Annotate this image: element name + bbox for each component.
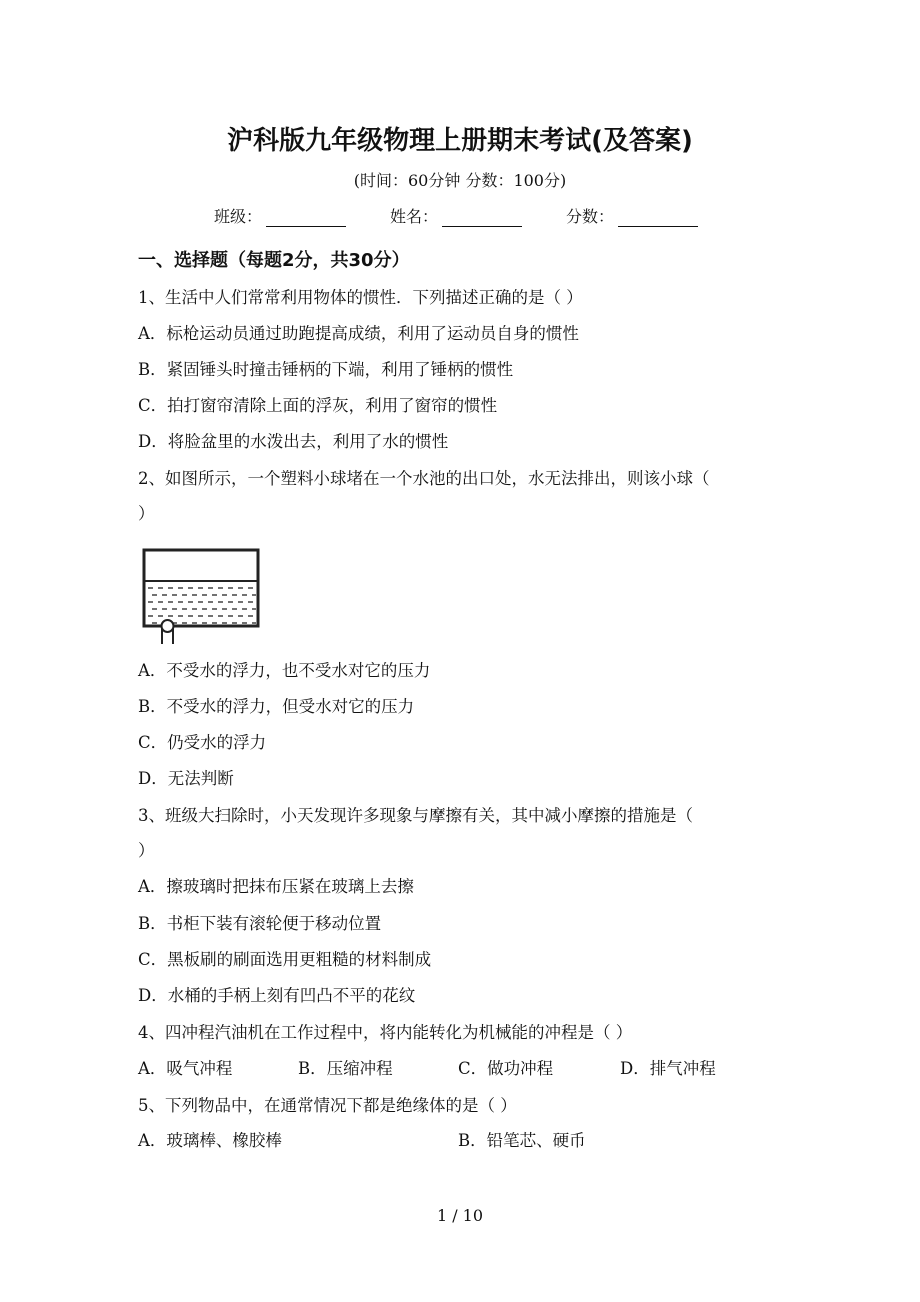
class-label: 班级： [214,207,263,226]
section-heading: 一、选择题（每题2分，共30分） [138,250,410,271]
score-label: 分数： [566,207,615,226]
name-label: 姓名： [390,207,439,226]
q1-option-c: C．拍打窗帘清除上面的浮灰，利用了窗帘的惯性 [138,396,498,415]
q1-option-b: B．紧固锤头时撞击锤柄的下端，利用了锤柄的惯性 [138,360,514,379]
name-blank [442,210,522,227]
score-field [566,204,698,227]
class-field [214,204,346,227]
q2-option-c: C．仍受水的浮力 [138,733,267,752]
q4-option-c: C．做功冲程 [458,1059,554,1078]
q3-option-c: C．黑板刷的刷面选用更粗糙的材料制成 [138,950,432,969]
q3-option-d: D．水桶的手柄上刻有凹凸不平的花纹 [138,986,416,1005]
q5-option-a: A．玻璃棒、橡胶棒 [138,1131,282,1150]
q5-option-b: B．铅笔芯、硬币 [458,1131,586,1150]
q2-option-a: A．不受水的浮力，也不受水对它的压力 [138,661,431,680]
question-2: 2、如图所示，一个塑料小球堵在一个水池的出口处，水无法排出，则该小球（ [138,469,710,488]
q3-option-a: A．擦玻璃时把抹布压紧在玻璃上去擦 [138,877,414,896]
question-3: 3、班级大扫除时，小天发现许多现象与摩擦有关，其中减小摩擦的措施是（ [138,806,693,825]
ball [162,620,174,632]
q1-option-d: D．将脸盆里的水泼出去，利用了水的惯性 [138,432,449,451]
question-2-end: ） [138,504,155,523]
question-1: 1、生活中人们常常利用物体的惯性．下列描述正确的是（ ） [138,288,583,307]
q3-option-b: B．书柜下装有滚轮便于移动位置 [138,914,382,933]
class-blank [266,210,346,227]
score-blank [618,210,698,227]
q4-option-d: D．排气冲程 [620,1059,716,1078]
q4-option-b: B．压缩冲程 [298,1059,393,1078]
q2-option-b: B．不受水的浮力，但受水对它的压力 [138,697,415,716]
water-tank-figure [140,546,270,646]
name-field [390,204,522,227]
q4-option-a: A．吸气冲程 [138,1059,233,1078]
question-5: 5、下列物品中，在通常情况下都是绝缘体的是（ ） [138,1096,517,1115]
page-number: 1 / 10 [436,1206,484,1225]
page-title: 沪科版九年级物理上册期末考试(及答案) [227,126,693,156]
exam-info: (时间：60分钟 分数：100分) [353,171,567,190]
question-4: 4、四冲程汽油机在工作过程中，将内能转化为机械能的冲程是（ ） [138,1023,633,1042]
q2-option-d: D．无法判断 [138,769,234,788]
question-3-end: ） [138,841,155,860]
q1-option-a: A．标枪运动员通过助跑提高成绩，利用了运动员自身的惯性 [138,324,579,343]
